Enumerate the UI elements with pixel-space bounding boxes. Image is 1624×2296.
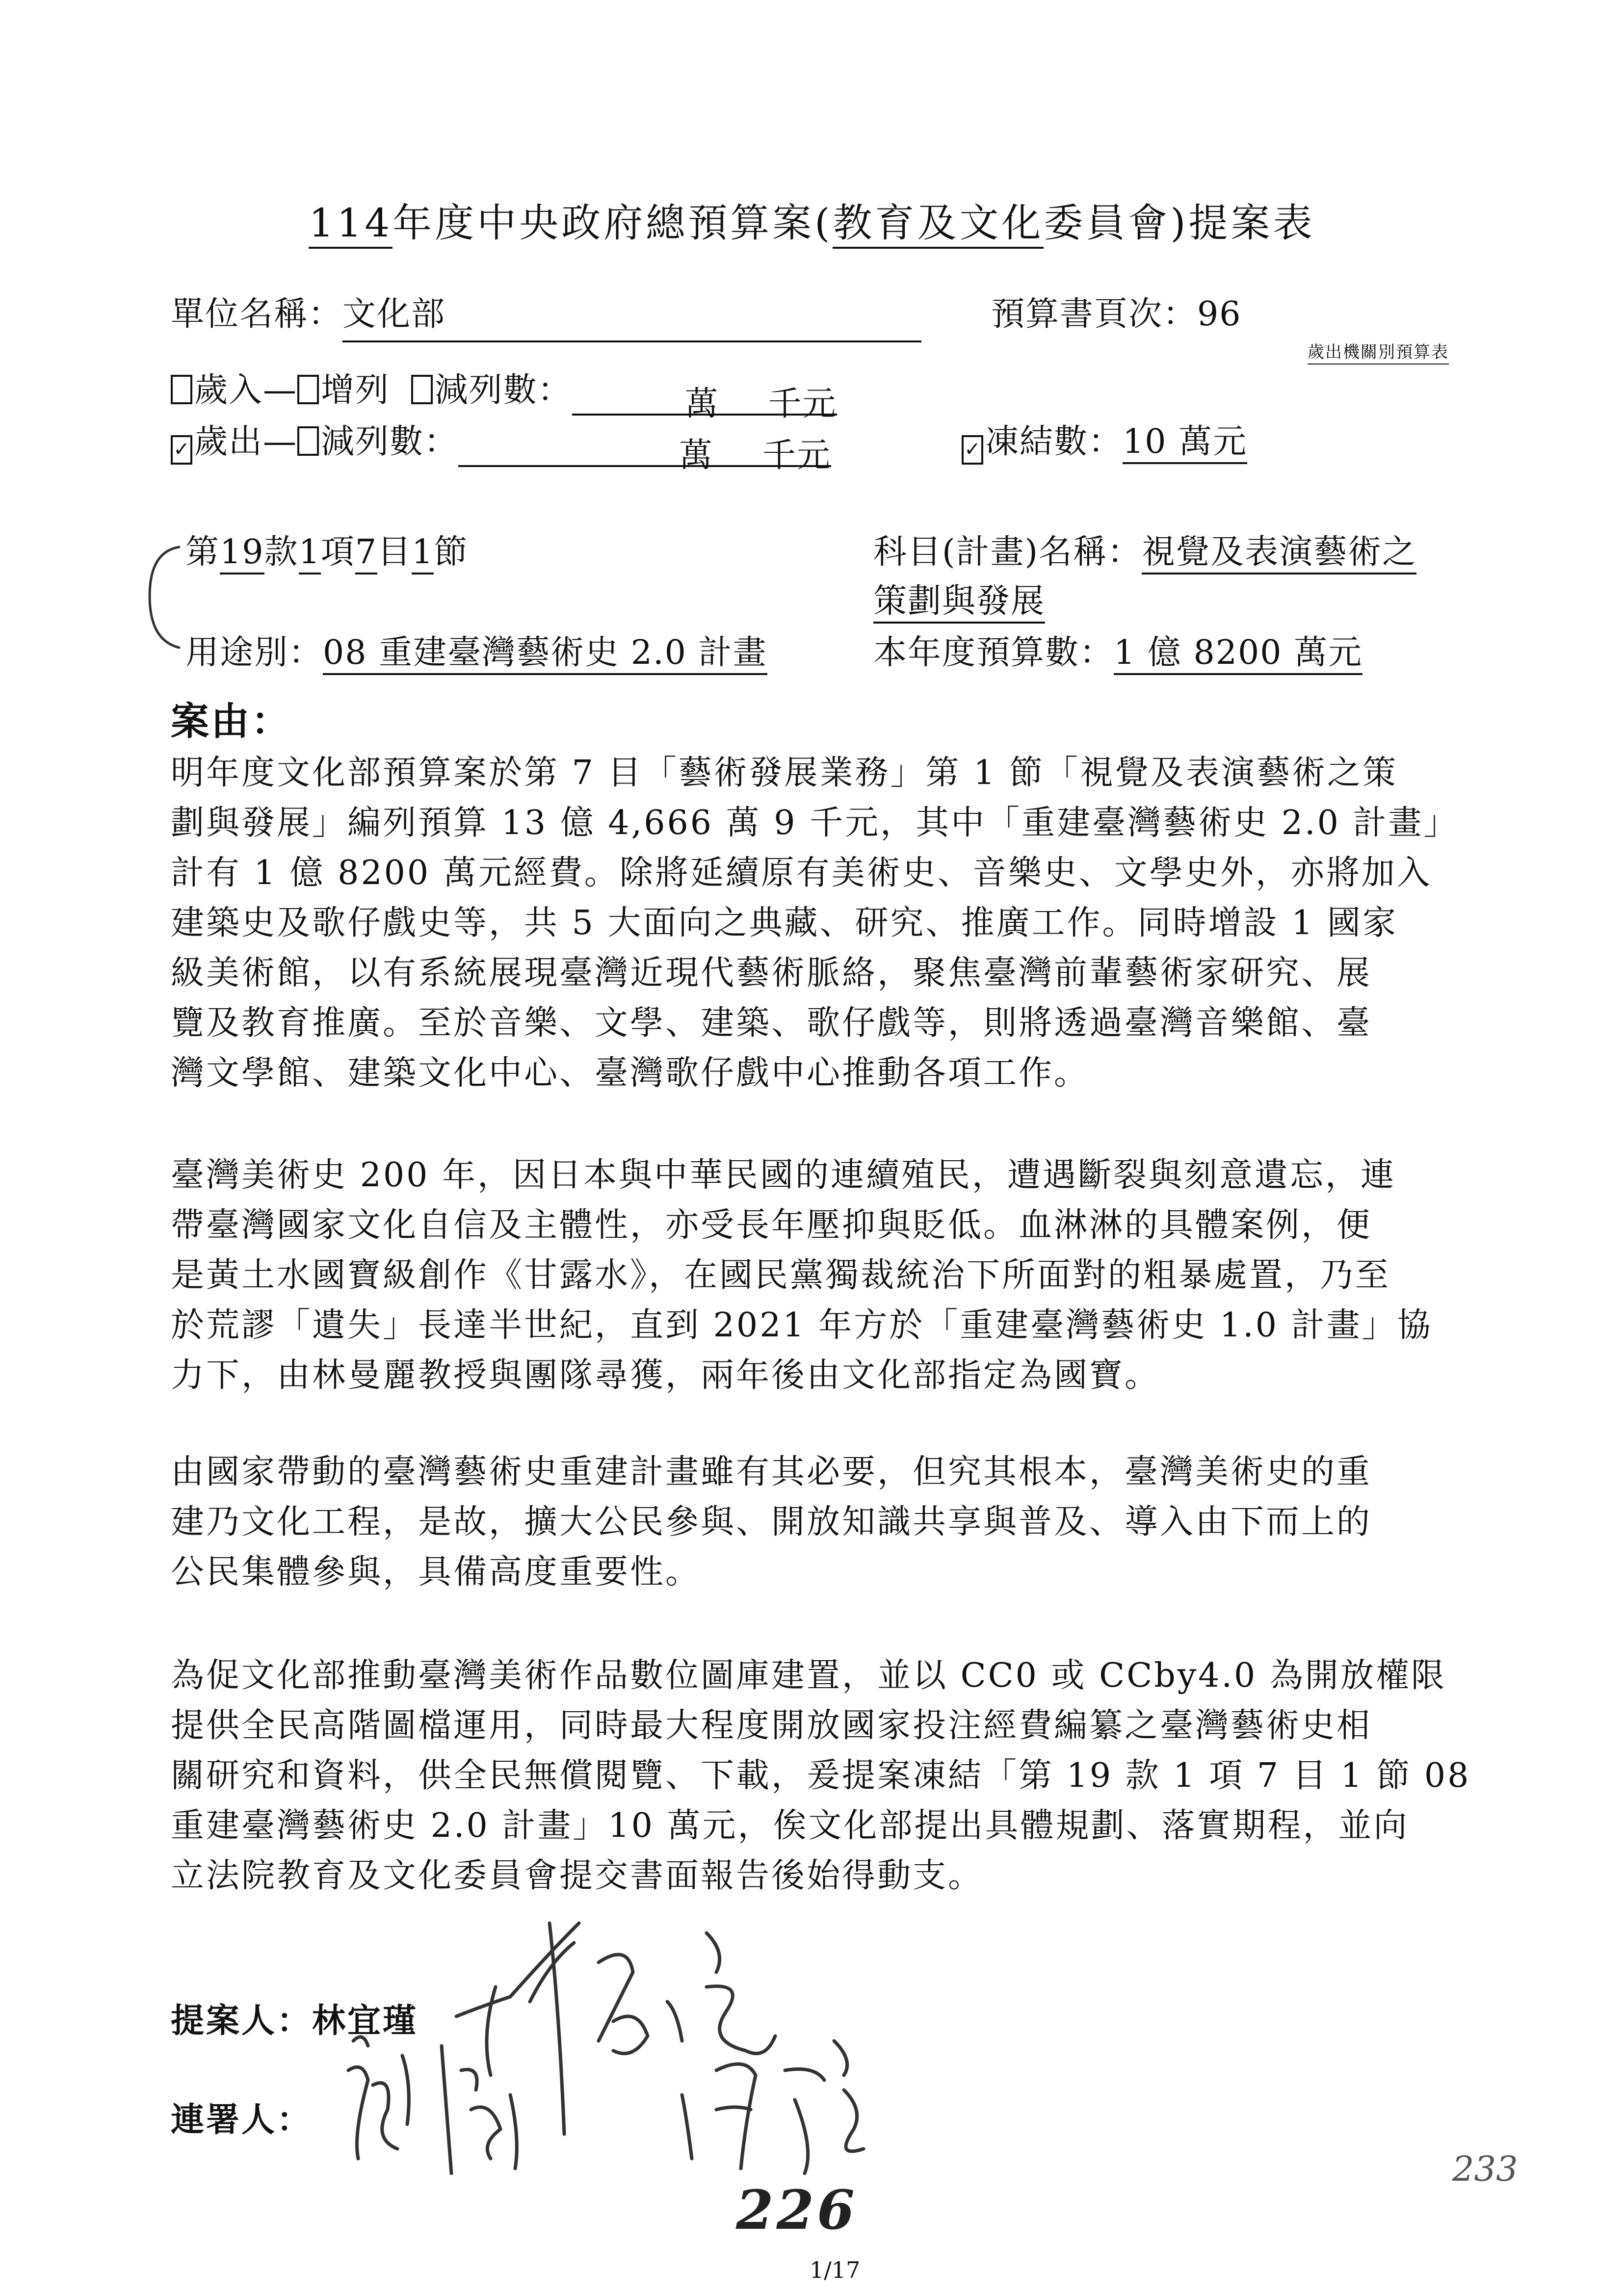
jie-label: 節: [434, 533, 469, 572]
checkbox-expense[interactable]: ✓: [171, 435, 192, 465]
checkbox-decrease[interactable]: [411, 375, 433, 404]
checkbox-increase[interactable]: [297, 375, 319, 404]
reason-paragraph-1-line: 計有 1 億 8200 萬元經費。除將延續原有美術史、音樂史、文學史外，亦將加入: [171, 854, 1432, 892]
mu-label: 目: [377, 533, 412, 572]
annual-budget: [873, 628, 1362, 678]
budget-table-label: 歲出機關別預算表: [1308, 339, 1449, 365]
increase-label: 增列: [321, 371, 390, 410]
reason-heading: 案由：: [171, 699, 292, 744]
reason-paragraph-4-line: 立法院教育及文化委員會提交書面報告後始得動支。: [171, 1856, 984, 1895]
subject-name: [873, 527, 1416, 577]
revenue-amount-field[interactable]: [572, 379, 837, 423]
reason-paragraph-4-line: 為促文化部推動臺灣美術作品數位圖庫建置，並以 CC0 或 CCby4.0 為開放權限: [171, 1656, 1446, 1695]
budget-value: 1 億 8200 萬元: [1114, 633, 1362, 675]
page-ref-label: 預算書頁次：: [991, 295, 1198, 334]
reason-paragraph-1-line: 覽及教育推廣。至於音樂、文學、建築、歌仔戲等，則將透過臺灣音樂館、臺: [171, 1004, 1372, 1043]
use-value: 08 重建臺灣藝術史 2.0 計畫: [323, 633, 767, 675]
reason-paragraph-1-line: 級美術館，以有系統展現臺灣近現代藝術脈絡，聚焦臺灣前輩藝術家研究、展: [171, 954, 1372, 992]
reason-paragraph-4-line: 重建臺灣藝術史 2.0 計畫」10 萬元，俟文化部提出具體規劃、落實期程，並向: [171, 1806, 1409, 1845]
xiang-label: 項: [320, 533, 355, 572]
wan-unit: 萬: [679, 436, 714, 475]
page-title: [0, 191, 1624, 248]
title-part2: 委員會)提案表: [1044, 200, 1315, 246]
expense-label: 歲出—: [194, 422, 298, 461]
handwritten-number-226: 226: [736, 2178, 858, 2242]
reason-paragraph-2-line: 於荒謬「遺失」長達半世紀，直到 2021 年方於「重建臺灣藝術史 1.0 計畫」協: [171, 1306, 1433, 1345]
page-ref: [991, 289, 1242, 339]
reason-paragraph-3-line: 建乃文化工程，是故，擴大公民參與、開放知識共享與普及、導入由下而上的: [171, 1503, 1372, 1541]
revenue-label: 歲入—: [194, 371, 298, 410]
kuan-label: 款: [264, 533, 299, 572]
reason-paragraph-3-line: 由國家帶動的臺灣藝術史重建計畫雖有其必要，但究其根本，臺灣美術史的重: [171, 1453, 1372, 1491]
proposer-label: 提案人：: [171, 2001, 313, 2040]
freeze-value: 10 萬元: [1123, 422, 1247, 464]
qian-yuan-unit: 千元: [768, 385, 837, 423]
freeze-row: [962, 417, 1247, 467]
title-part1: 年度中央政府總預算案(: [393, 200, 833, 246]
checkbox-revenue[interactable]: [171, 375, 192, 404]
proposer-name: 林宜瑾: [312, 2001, 419, 2040]
subject-label: 科目(計畫)名稱：: [873, 533, 1142, 572]
page-ref-value: 96: [1197, 295, 1242, 334]
reason-paragraph-1-line: 建築史及歌仔戲史等，共 5 大面向之典藏、研究、推廣工作。同時增設 1 國家: [171, 904, 1398, 942]
reason-paragraph-1-line: 劃與發展」編列預算 13 億 4,666 萬 9 千元，其中「重建臺灣藝術史 2.0 計畫」: [171, 804, 1459, 842]
cosigner-label: 連署人：: [171, 2100, 313, 2139]
cosigner-signatures: [343, 2011, 1030, 2208]
reason-paragraph-3-line: 公民集體參與，具備高度重要性。: [171, 1553, 701, 1592]
unit-value: 文化部: [342, 289, 921, 342]
cosigner: [171, 2095, 312, 2145]
subject-line2-row: [873, 576, 1045, 626]
freeze-label: 凍結數：: [985, 422, 1123, 461]
reason-paragraph-2-line: 臺灣美術史 200 年，因日本與中華民國的連續殖民，遭遇斷裂與刻意遺忘，連: [171, 1156, 1396, 1195]
unit-row: [171, 289, 921, 339]
reason-paragraph-4-line: 提供全民高階圖檔運用，同時最大程度開放國家投注經費編纂之臺灣藝術史相: [171, 1706, 1372, 1745]
reason-paragraph-1-line: 灣文學館、建築文化中心、臺灣歌仔戲中心推動各項工作。: [171, 1054, 1090, 1093]
mu-value: 7: [355, 533, 377, 574]
wan-unit: 萬: [684, 385, 719, 423]
use-category: [185, 628, 767, 678]
di-label: 第: [185, 533, 220, 572]
decrease-label: 減列數：: [434, 371, 572, 410]
reason-paragraph-2-line: 是黃土水國寶級創作《甘露水》，在國民黨獨裁統治下所面對的粗暴處置，乃至: [171, 1256, 1391, 1295]
handwritten-number-233: 233: [1452, 2149, 1518, 2189]
title-year: 114: [309, 200, 393, 249]
reason-paragraph-1-line: 明年度文化部預算案於第 7 目「藝術發展業務」第 1 節「視覺及表演藝術之策: [171, 754, 1398, 792]
expense-row: [171, 417, 832, 475]
kuan-value: 19: [220, 533, 264, 574]
use-label: 用途別：: [185, 633, 323, 672]
account-code: [185, 527, 468, 577]
checkbox-expense-decrease[interactable]: [297, 426, 319, 456]
checkbox-freeze[interactable]: ✓: [962, 435, 983, 465]
subject-value-line1: 視覺及表演藝術之: [1142, 533, 1416, 574]
title-committee: 教育及文化: [833, 200, 1044, 249]
bracket-mark: [145, 542, 184, 660]
reason-paragraph-2-line: 帶臺灣國家文化自信及主體性，亦受長年壓抑與貶低。血淋淋的具體案例，便: [171, 1206, 1372, 1245]
expense-amount-field[interactable]: [458, 431, 832, 475]
revenue-row: [171, 365, 837, 423]
xiang-value: 1: [299, 533, 321, 574]
page-number: 1/17: [810, 2257, 861, 2283]
expense-decrease-label: 減列數：: [321, 422, 459, 461]
jie-value: 1: [412, 533, 434, 574]
reason-paragraph-4-line: 關研究和資料，供全民無償閱覽、下載，爰提案凍結「第 19 款 1 項 7 目 1 節 08: [171, 1756, 1471, 1795]
qian-yuan-unit: 千元: [762, 436, 832, 475]
reason-paragraph-2-line: 力下，由林曼麗教授與團隊尋獲，兩年後由文化部指定為國寶。: [171, 1356, 1160, 1395]
unit-label: 單位名稱：: [171, 295, 343, 334]
budget-label: 本年度預算數：: [873, 633, 1114, 672]
subject-value-line2: 策劃與發展: [873, 582, 1045, 624]
